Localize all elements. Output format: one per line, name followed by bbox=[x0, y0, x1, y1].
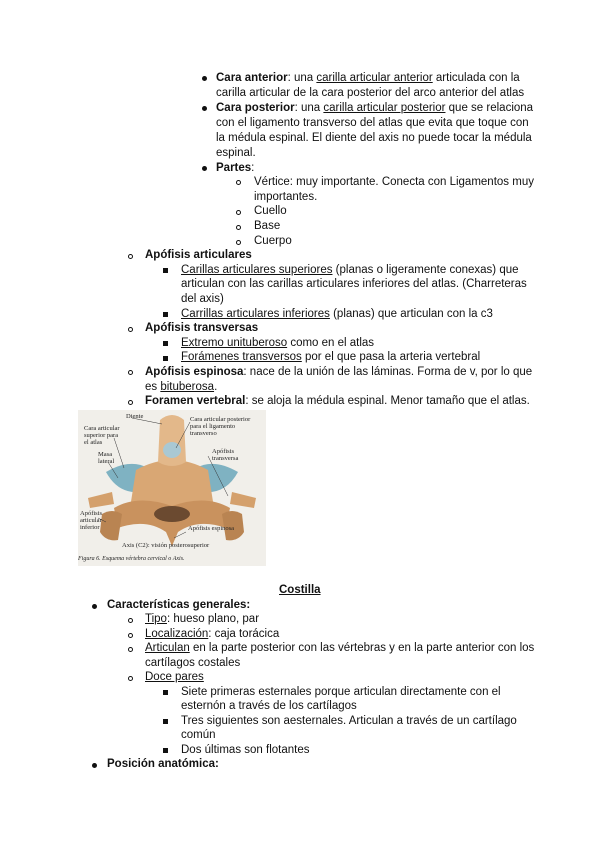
bullet-square-icon bbox=[163, 268, 168, 273]
foramen-line: Foramen vertebral: se aloja la médula espinal. Menor tamaño que el atlas. bbox=[145, 395, 530, 407]
list-item: Vértice: muy importante. Conecta con Ligamentos muy bbox=[254, 176, 534, 188]
fig-footer: Figura 6. Esquema vértebra cervical o Axis. bbox=[78, 556, 185, 562]
doce-pares-line: Doce pares bbox=[145, 671, 204, 683]
bullet-circle-icon bbox=[236, 240, 241, 245]
bullet-square-icon bbox=[163, 341, 168, 346]
fig-label-cara-post: Cara articular posterior bbox=[190, 416, 251, 423]
bullet-dot-icon bbox=[202, 166, 207, 171]
bullet-circle-icon bbox=[128, 647, 133, 652]
localizacion-line: Localización: caja torácica bbox=[145, 628, 280, 640]
fig-label-apo-esp: Apófisis espinosa bbox=[188, 525, 235, 532]
bullet-dot-icon bbox=[92, 604, 97, 609]
bullet-circle-icon bbox=[236, 225, 241, 230]
transversas-b-line: Forámenes transversos por el que pasa la arteria vertebral bbox=[181, 351, 481, 363]
bullet-circle-icon bbox=[128, 370, 133, 375]
bullet-circle-icon bbox=[128, 400, 133, 405]
list-item: esternón a través de los cartílagos bbox=[181, 700, 357, 712]
bullet-square-icon bbox=[163, 748, 168, 753]
fig-label-apo-art: articular bbox=[80, 517, 102, 524]
apofisis-articulares-title: Apófisis articulares bbox=[145, 249, 252, 261]
bullet-dot-icon bbox=[202, 106, 207, 111]
bullet-circle-icon bbox=[128, 618, 133, 623]
articulan-line: Articulan en la parte posterior con las vértebras y en la parte anterior con los bbox=[145, 642, 535, 654]
fig-label-cara-sup: el atlas bbox=[84, 439, 103, 446]
tipo-line: Tipo: hueso plano, par bbox=[145, 613, 260, 625]
text-line: del axis) bbox=[181, 293, 224, 305]
list-item: Cuello bbox=[254, 205, 287, 217]
list-item: Tres siguientes son aesternales. Articulan a través de un cartílago bbox=[181, 715, 517, 727]
bullet-square-icon bbox=[163, 719, 168, 724]
bullet-circle-icon bbox=[236, 180, 241, 185]
text-line: la médula espinal. El diente del axis no puede tocar la médula bbox=[216, 132, 532, 144]
transversas-a-line: Extremo unituberoso como en el atlas bbox=[181, 337, 375, 349]
bullet-dot-icon bbox=[202, 76, 207, 81]
list-item: importantes. bbox=[254, 191, 318, 203]
fig-label-cara-sup: Cara articular bbox=[84, 425, 120, 432]
bullet-dot-icon bbox=[92, 763, 97, 768]
fig-label-cara-post: transverso bbox=[190, 430, 217, 437]
fig-label-apo-trans: transversa bbox=[212, 455, 239, 462]
partes-line: Partes: bbox=[216, 162, 255, 174]
bullet-circle-icon bbox=[128, 254, 133, 259]
bullet-circle-icon bbox=[128, 327, 133, 332]
list-item: Base bbox=[254, 220, 281, 232]
bullet-circle-icon bbox=[128, 676, 133, 681]
bullet-circle-icon bbox=[128, 633, 133, 638]
axis-figure bbox=[78, 410, 266, 566]
fig-label-apo-art: Apófisis bbox=[80, 510, 103, 517]
list-item: Cuerpo bbox=[254, 235, 292, 247]
espinosa-line: Apófisis espinosa: nace de la unión de las láminas. Forma de v, por lo que bbox=[145, 366, 533, 378]
bullet-square-icon bbox=[163, 690, 168, 695]
text-line: con el ligamento transverso del atlas que evita que toque con bbox=[216, 117, 529, 129]
fig-label-apo-trans: Apófisis bbox=[212, 448, 235, 455]
cara-anterior-line: Cara anterior: una carilla articular anterior articulada con la bbox=[216, 72, 520, 84]
articular-sup-line: Carillas articulares superiores (planas o ligeramente conexas) que bbox=[181, 264, 519, 276]
list-item: Siete primeras esternales porque articulan directamente con el bbox=[181, 686, 501, 698]
text-line: articulan con las carillas articulares inferiores del atlas. (Charreteras bbox=[181, 278, 527, 290]
list-item: Dos últimas son flotantes bbox=[181, 744, 310, 756]
apofisis-transversas-title: Apófisis transversas bbox=[145, 322, 259, 334]
text-line: espinal. bbox=[216, 147, 256, 159]
section-heading-costilla: Costilla bbox=[279, 584, 321, 596]
posicion-title: Posición anatómica: bbox=[107, 758, 219, 770]
articular-inf-line: Carrillas articulares inferiores (planas) que articulan con la c3 bbox=[181, 308, 493, 320]
text-line: cartílagos costales bbox=[145, 657, 241, 669]
fig-label-cara-post: para el ligamento bbox=[190, 423, 236, 430]
fig-label-masa: Masa bbox=[98, 451, 113, 458]
generales-title: Características generales: bbox=[107, 599, 251, 611]
fig-label-diente: Diente bbox=[126, 413, 144, 420]
bullet-square-icon bbox=[163, 312, 168, 317]
fig-label-cara-sup: superior para bbox=[84, 432, 119, 439]
cara-posterior-line: Cara posterior: una carilla articular posterior que se relaciona bbox=[216, 102, 534, 114]
bullet-circle-icon bbox=[236, 210, 241, 215]
fig-label-masa: lateral bbox=[98, 458, 115, 465]
list-item: común bbox=[181, 729, 216, 741]
text-line: carilla articular de la cara posterior del arco anterior del atlas bbox=[216, 87, 525, 99]
bullet-square-icon bbox=[163, 356, 168, 361]
espinosa-line-2: es bituberosa. bbox=[145, 381, 218, 393]
fig-label-apo-art: inferior bbox=[80, 524, 100, 531]
fig-caption: Axis (C2): visión posterosuperior bbox=[122, 542, 210, 549]
